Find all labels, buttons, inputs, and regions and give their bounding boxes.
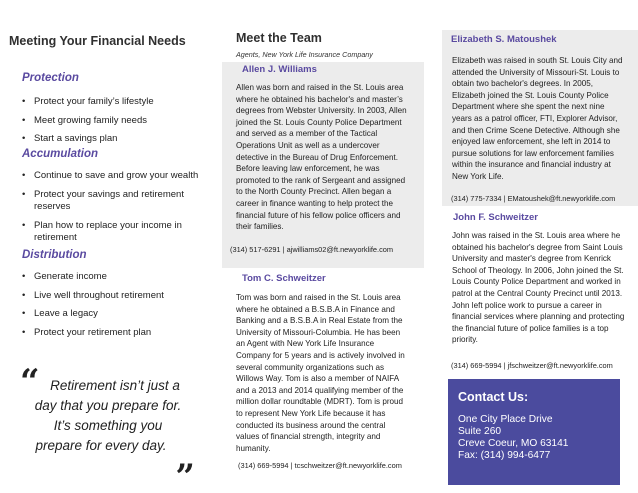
column-meet-the-team [213, 0, 426, 493]
protection-list [22, 96, 205, 152]
list-item: • Meet growing family needs [22, 115, 205, 128]
quote-line: Retirement isn’t just a [50, 378, 180, 393]
tom-bio: Tom was born and raised in the St. Louis area where he obtained a B.S.B.A in Finance and Banking and a B.S.B.A in Real Estate from the University of Missouri-Columbia. He has been an Agent with New York Life Insurance Company for 5 years and is actively involved in several community organizations such as Willows Way. Tom is also a member of NAIFA and a 2013 and 2014 qualifying member of the million dollar roundtable (MDRT). Tom is proud to represent New York Life because it has conducted its business around the central values of financial strength, integrity and humanity. [236, 293, 405, 453]
list-item: • Generate income [22, 271, 205, 284]
open-quote-mark: “ [20, 362, 40, 402]
distribution-list [22, 271, 205, 345]
accumulation-heading: Accumulation [22, 148, 99, 160]
protection-heading: Protection [22, 72, 79, 84]
elizabeth-name: Elizabeth S. Matoushek [451, 34, 557, 45]
quote-line: prepare for every day. [35, 438, 167, 453]
list-item: • Live well throughout retirement [22, 290, 205, 303]
list-item: • Continue to save and grow your wealth [22, 170, 205, 183]
tom-contact[interactable]: (314) 669-5994 | tcschweitzer@ft.newyorklife.com [238, 461, 402, 470]
contact-us-box [448, 379, 620, 485]
john-bio: John was raised in the St. Louis area where he obtained his bachelor's degree from Saint Louis University and master's degree from Kenrick School of Theology. In 2006, John joined the St. Louis County Police Department and worked in patrol at the Central County Precinct until 2013. John left police work to pursue a career in financial services where planning and protecting the financial future of police families is a top priority. [452, 231, 625, 345]
tom-name: Tom C. Schweitzer [242, 273, 326, 284]
address-line: Suite 260 [458, 426, 502, 437]
financial-needs-title: Meeting Your Financial Needs [9, 34, 186, 48]
list-item: • Protect your savings and retirement reserves [22, 189, 205, 214]
meet-team-title: Meet the Team [236, 31, 322, 45]
elizabeth-bio: Elizabeth was raised in south St. Louis City and attended the University of Missouri-St. Louis to obtain two bachelor's degrees. In 2005, Elizabeth joined the St. Louis County Police Department where she spent the next nine years as a patrol officer, FTI, Explorer Advisor, and then Crime Scene Detective. Although she enjoyed law enforcement, she left in 2014 to pursue solutions for law enforcement families within the insurance and financial industry at New York Life. [452, 56, 623, 181]
address-line: One City Place Drive [458, 414, 553, 425]
close-quote-mark: „ [176, 438, 196, 478]
address-line: Creve Coeur, MO 63141 [458, 438, 569, 449]
list-item: • Protect your retirement plan [22, 327, 205, 340]
quote-line: day that you prepare for. [34, 398, 182, 413]
list-item: • Leave a legacy [22, 308, 205, 321]
list-item: • Start a savings plan [22, 133, 205, 146]
distribution-heading: Distribution [22, 249, 87, 261]
column-financial-needs [0, 0, 213, 493]
fax-line: Fax: (314) 994-6477 [458, 450, 551, 461]
quote-line: It’s something you [53, 418, 163, 433]
allen-contact[interactable]: (314) 517-6291 | ajwilliams02@ft.newyorklife.com [230, 245, 394, 254]
team-subtitle: Agents, New York Life Insurance Company [236, 50, 373, 59]
list-item: • Protect your family’s lifestyle [22, 96, 205, 109]
list-item: • Plan how to replace your income in retirement [22, 220, 205, 245]
contact-us-title: Contact Us: [458, 390, 529, 404]
john-name: John F. Schweitzer [453, 212, 538, 223]
accumulation-list [22, 170, 205, 251]
allen-name: Allen J. Williams [242, 64, 317, 75]
contact-address [458, 414, 568, 462]
allen-bio: Allen was born and raised in the St. Louis area where he obtained his bachelor's and master’s degrees from Webster University. In 2003, Allen joined the St. Louis County Police Department and served as a member of the Tactical Operations Unit as well as a undercover detective in the Bureau of Drug Enforcement. Before leaving law enforcement, he was promoted to the rank of Sergeant and assigned to the North County Precinct. Allen began a career in finance wanting to help protect the financial future of his fellow police officers and their families. [236, 83, 407, 232]
elizabeth-contact[interactable]: (314) 775-7334 | EMatoushek@ft.newyorklife.com [451, 194, 616, 203]
john-contact[interactable]: (314) 669-5994 | jfschweitzer@ft.newyorklife.com [451, 361, 613, 370]
